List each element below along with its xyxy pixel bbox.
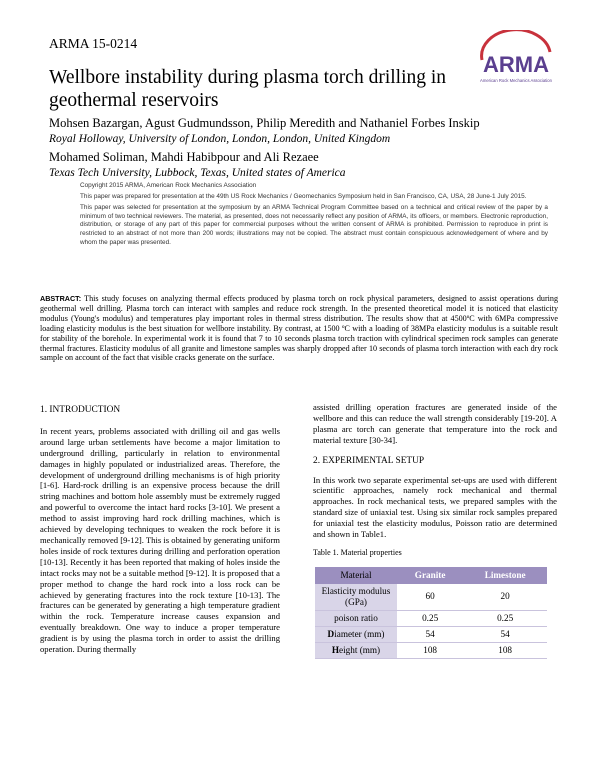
paper-id: ARMA 15-0214 <box>49 36 138 51</box>
table-row <box>315 610 547 626</box>
limestone-value: 0.25 <box>463 610 547 626</box>
introduction-continued-text: assisted drilling operation fractures are generated inside of the wellbore and this can reduce the wall strength considerably [19-20]. A plasma arc torch can generate that temperature into the rock and material texture [30-34]. <box>313 402 557 445</box>
logo-text: ARMA <box>483 52 549 77</box>
symposium-line: This paper was prepared for presentation at the 49th US Rock Mechanics / Geomechanics Symposium held in San Francisco, CA, USA, 28 June-1 July 2015. <box>80 193 527 201</box>
row-label-rest: iameter (mm) <box>334 628 385 639</box>
row-label: Elasticity modulus (GPa) <box>315 584 397 611</box>
table-header-granite: Granite <box>397 567 463 584</box>
experimental-setup-text: In this work two separate experimental set-ups are used with different scientific approaches, namely rock mechanical and thermal approaches. In rock mechanical tests, we prepared samples with the standard size of uniaxial test. Using six similar rock samples prepared for uniaxial test the elasticity modulus, Poisson ratio are determined and shown in Table1. <box>313 474 557 540</box>
copyright-notice <box>80 182 548 250</box>
table-row <box>315 584 547 611</box>
introduction-text: In recent years, problems associated with drilling oil and gas wells around large urban settlements have become a major limitation to underground drilling, particularly in relation to environmental damages in highly populated or industrialized areas. Therefore, the development of underground drilling mechanisms is of high priority [1-6]. Hard-rock drilling is an expensive process because the drill string machines and bottom hole assembly must be extremely rugged and powerful to overcome the intact hard rocks [3-10]. We present a method to assist improving hard rock drilling machines, which is achieved by developing techniques to weaken the rock before it is mechanically removed [9-12]. This is obtained by generating uniform holes inside of rock textures during drilling and perforation operation [10-13]. Recently it has been reported that making of holes inside the intact rocks may not be a suitable method [9-12]. It is proposed that a proper method to change the hard rock into a loss rock can be achieved by generating fractures into the rock texture [10-13]. The fractures can be generated by generating a high temperature gradient within the rock. Temperature increase causes expansion and eventually breakdown. One way to induce a proper temperature gradient is by using the plasma torch in order to assist the drilling operation. During thermally <box>40 425 280 655</box>
limestone-value: 54 <box>463 626 547 642</box>
table-caption: Table 1. Material properties <box>313 547 402 557</box>
row-label <box>315 626 397 642</box>
section-heading-introduction: 1. INTRODUCTION <box>40 405 121 415</box>
abstract-label: ABSTRACT: <box>40 294 82 303</box>
row-label-rest: eight (mm) <box>339 644 381 655</box>
limestone-value: 20 <box>463 584 547 611</box>
affiliation-1: Royal Holloway, University of London, London, London, United Kingdom <box>49 133 391 145</box>
material-properties-table <box>315 567 547 659</box>
granite-value: 60 <box>397 584 463 611</box>
table-header-row <box>315 567 547 584</box>
affiliation-2: Texas Tech University, Lubbock, Texas, United states of America <box>49 167 346 179</box>
right-column <box>313 402 557 659</box>
row-label: poison ratio <box>315 610 397 626</box>
table-row <box>315 626 547 642</box>
copyright-line: Copyright 2015 ARMA, American Rock Mechanics Association <box>80 182 257 189</box>
left-column <box>40 405 280 655</box>
paper-title: Wellbore instability during plasma torch drilling in geothermal reservoirs <box>49 67 447 111</box>
authors-line-1: Mohsen Bazargan, Agust Gudmundsson, Philip Meredith and Nathaniel Forbes Inskip <box>49 116 480 130</box>
row-label <box>315 642 397 658</box>
row-label-initial: H <box>331 644 340 655</box>
granite-value: 108 <box>397 642 463 658</box>
granite-value: 0.25 <box>397 610 463 626</box>
abstract-text: This study focuses on analyzing thermal effects produced by plasma torch on rock physical parameters, designed to assist operations during geothermal well drilling. Plasma torch can interact with samples and reduce rock strength. In the presented theoretical model it is noticed that elasticity modulus (Young's modulus) and temperatures play important roles in thermal stress distribution. The results show that at 4500ºC with 6MPa compressive loading elasticity modulus is the best situation for wellbore instability. By contrast, at 1500 ºC with a loading of 38MPa elasticity modulus is a suitable result for stability of the borehole. In experimental work it is found that 7 to 10 seconds plasma torch traction with cylindrical specimen rock samples can generate thermal fractures. Elasticity modulus of all granite and limestone samples was sharply dropped after 10 seconds of plasma torch interaction with each dry rock sample on account of the fact that visible cracks generate on the surface. <box>40 294 558 363</box>
authors-line-2: Mohamed Soliman, Mahdi Habibpour and Ali Rezaee <box>49 150 319 164</box>
logo-subtitle: American Rock Mechanics Association <box>480 78 552 83</box>
granite-value: 54 <box>397 626 463 642</box>
table-header-limestone: Limestone <box>463 567 547 584</box>
abstract <box>40 294 558 363</box>
limestone-value: 108 <box>463 642 547 658</box>
row-label-initial: D <box>327 628 335 639</box>
selection-notice: This paper was selected for presentation at the symposium by an ARMA Technical Program Committee based on a technical and critical review of the paper by a minimum of two technical reviewers. The material, as presented, does not necessarily reflect any position of ARMA, its officers, or members. Electronic reproduction, distribution, or storage of any part of this paper for commercial purposes without the written consent of ARMA is prohibited. Permission to reproduce in print is restricted to an abstract of not more than 200 words; illustrations may not be copied. The abstract must contain conspicuous acknowledgement of where and by whom the paper was presented. <box>80 204 548 246</box>
arma-logo <box>474 30 558 88</box>
table-row <box>315 642 547 658</box>
section-heading-experimental-setup: 2. EXPERIMENTAL SETUP <box>313 455 425 466</box>
table-header-material: Material <box>315 567 397 584</box>
